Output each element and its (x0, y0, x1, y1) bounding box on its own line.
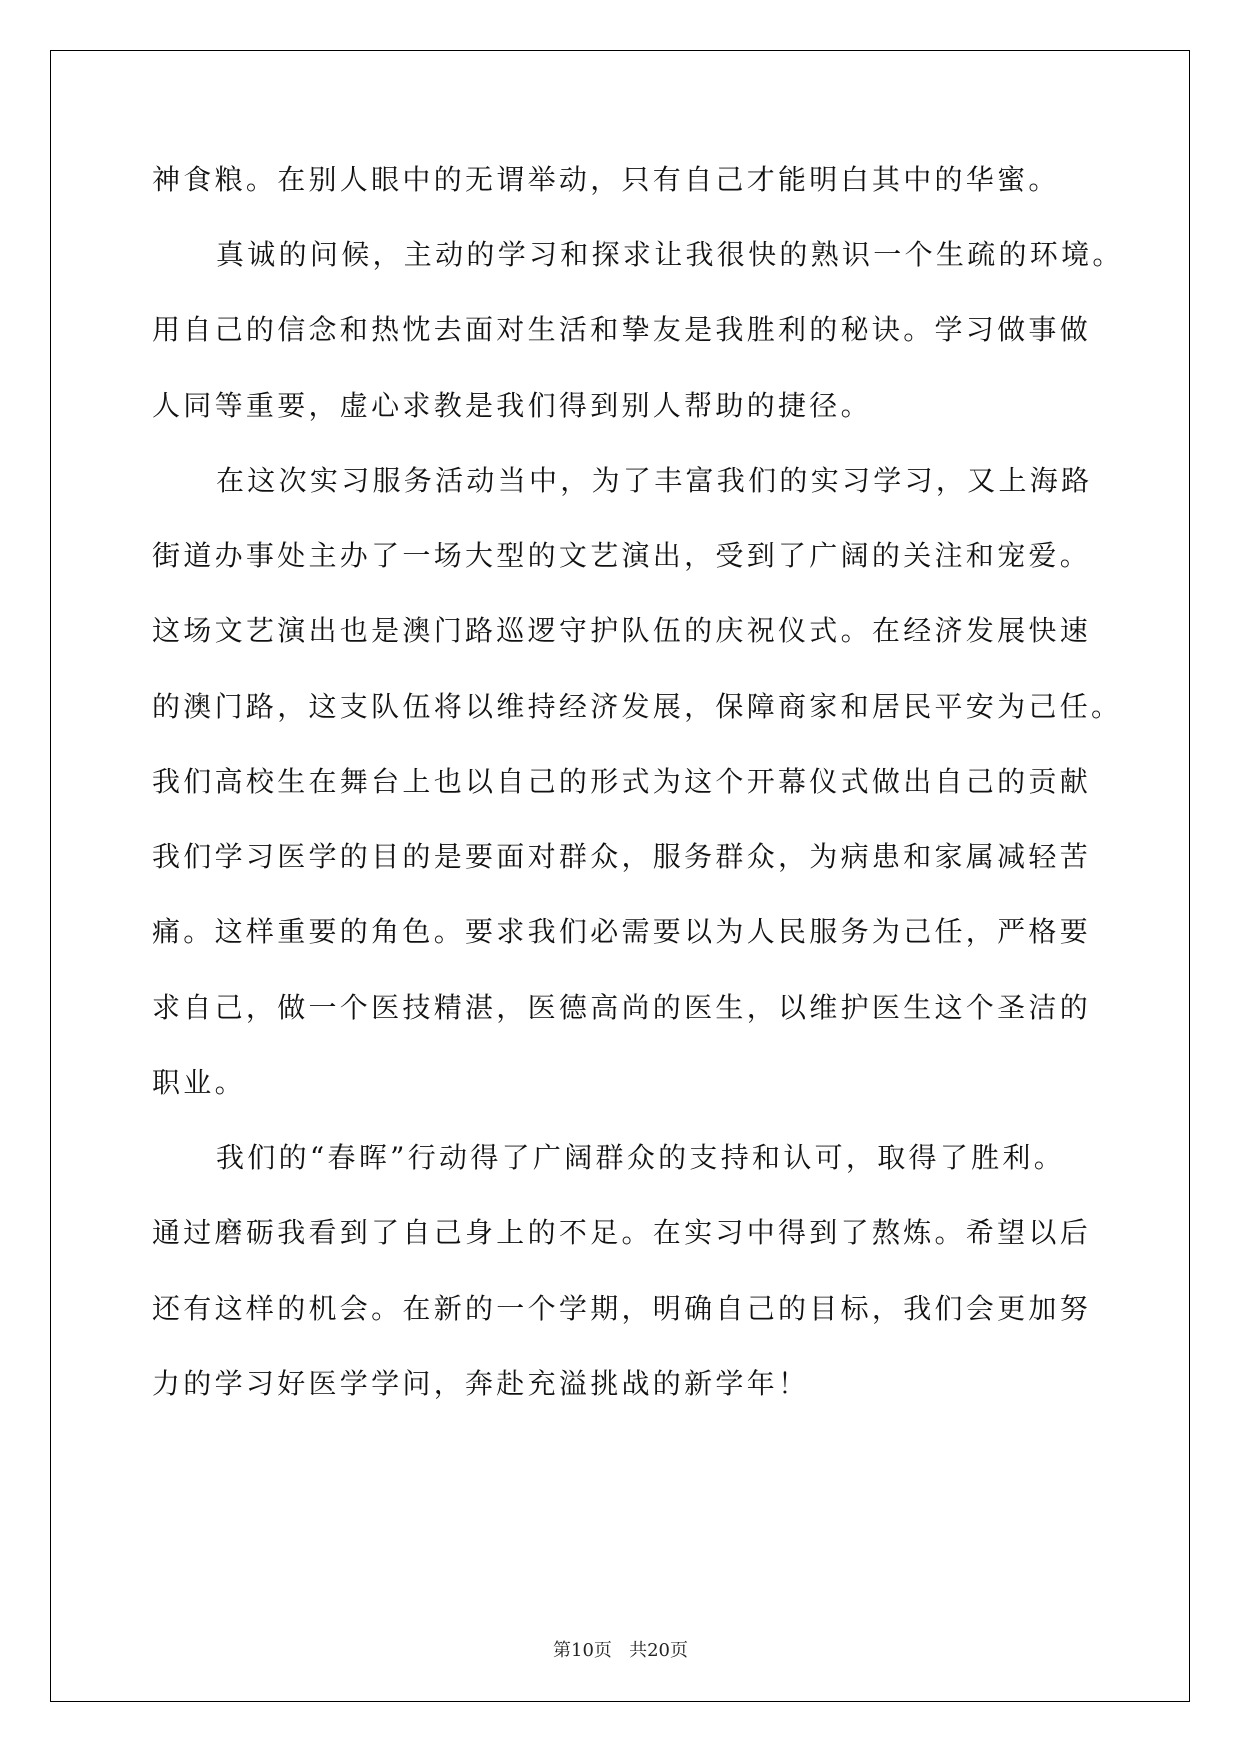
paragraph-line: 的澳门路，这支队伍将以维持经济发展，保障商家和居民平安为己任。 (152, 690, 1123, 723)
paragraph-line: 通过磨砺我看到了自己身上的不足。在实习中得到了熬炼。希望以后 (152, 1216, 1092, 1249)
paragraph-line: 真诚的问候，主动的学习和探求让我很快的熟识一个生疏的环境。 (216, 238, 1124, 271)
page-number: 第10页 (553, 1640, 612, 1661)
paragraph-line: 求自己，做一个医技精湛，医德高尚的医生，以维护医生这个圣洁的 (152, 991, 1092, 1024)
paragraph-line: 用自己的信念和热忱去面对生活和挚友是我胜利的秘诀。学习做事做 (152, 313, 1092, 346)
page-footer (0, 1636, 1241, 1662)
paragraph-line: 街道办事处主办了一场大型的文艺演出，受到了广阔的关注和宠爱。 (152, 539, 1092, 572)
paragraph-line: 我们的“春晖”行动得了广阔群众的支持和认可，取得了胜利。 (216, 1141, 1066, 1174)
paragraph-line: 人同等重要，虚心求教是我们得到别人帮助的捷径。 (152, 389, 872, 422)
paragraph-line: 职业。 (152, 1066, 246, 1099)
paragraph-line: 力的学习好医学学问，奔赴充溢挑战的新学年！ (152, 1367, 810, 1400)
paragraph-line: 在这次实习服务活动当中，为了丰富我们的实习学习，又上海路 (216, 464, 1093, 497)
paragraph-line: 痛。这样重要的角色。要求我们必需要以为人民服务为己任，严格要 (152, 915, 1092, 948)
paragraph-line: 神食粮。在别人眼中的无谓举动，只有自己才能明白其中的华蜜。 (152, 163, 1060, 196)
page-total: 共20页 (629, 1640, 688, 1661)
paragraph-line: 我们学习医学的目的是要面对群众，服务群众，为病患和家属减轻苦 (152, 840, 1092, 873)
paragraph-line: 我们高校生在舞台上也以自己的形式为这个开幕仪式做出自己的贡献 (152, 765, 1092, 798)
paragraph-line: 还有这样的机会。在新的一个学期，明确自己的目标，我们会更加努 (152, 1292, 1092, 1325)
paragraph-line: 这场文艺演出也是澳门路巡逻守护队伍的庆祝仪式。在经济发展快速 (152, 614, 1092, 647)
